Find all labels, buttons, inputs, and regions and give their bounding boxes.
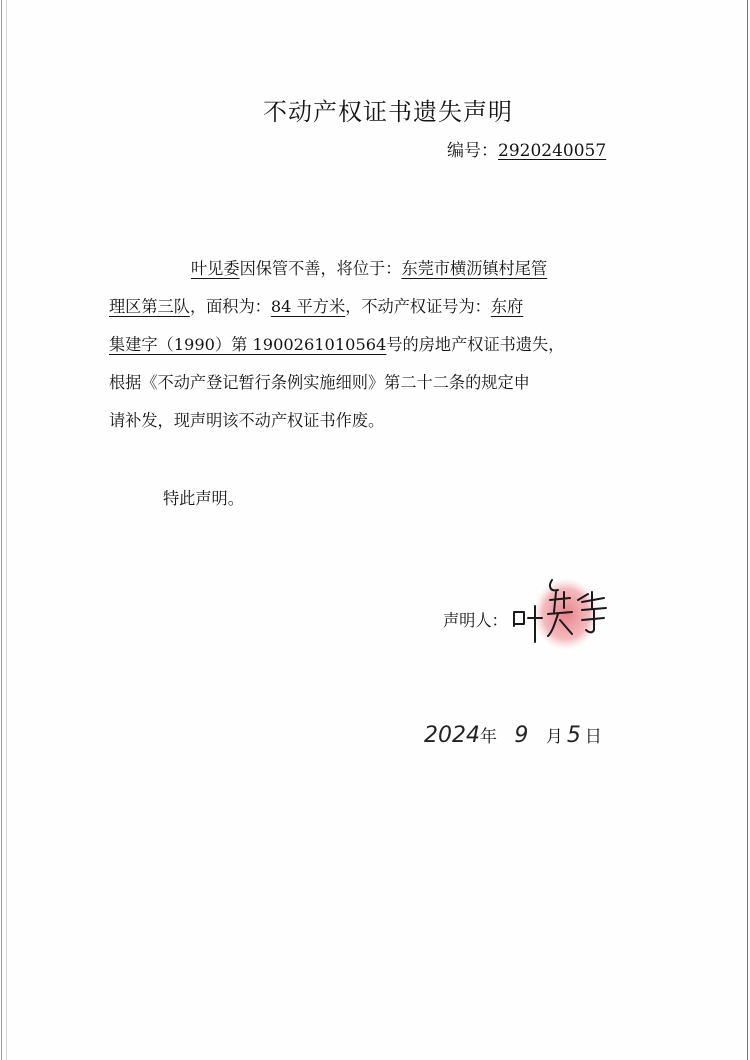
serial-number	[447, 136, 606, 161]
date-year: 2024	[424, 723, 480, 748]
cert-number-cont: 集建字（1990）第 1900261010564	[109, 335, 387, 354]
declarant-label: 声明人：	[443, 611, 508, 630]
statement-body	[109, 250, 654, 440]
date-month: 9	[514, 723, 529, 748]
area-label: ，面积为：	[189, 297, 271, 316]
month-unit: 月	[545, 727, 563, 747]
year-unit: 年	[480, 727, 497, 747]
scan-edge-right	[747, 0, 748, 1060]
body-line-2	[109, 288, 654, 326]
body-line-5: 请补发，现声明该不动产权证书作废。	[109, 411, 385, 430]
body-text: 号的房地产权证书遗失，	[386, 335, 565, 354]
body-text: 因保管不善，将位于：	[239, 259, 402, 278]
scan-edge-left-inner	[6, 0, 7, 1060]
body-line-1	[109, 250, 654, 288]
serial-value: 2920240057	[498, 141, 607, 161]
cert-label: ，不动产权证号为：	[345, 297, 491, 316]
document-title: 不动产权证书遗失声明	[263, 98, 513, 126]
body-line-4: 根据《不动产登记暂行条例实施细则》第二十二条的规定申	[109, 373, 530, 392]
owner-name: 叶见委	[191, 259, 240, 278]
closing-statement: 特此声明。	[163, 489, 244, 508]
day-unit: 日	[584, 727, 602, 747]
property-location: 东莞市横沥镇村尾管	[401, 259, 548, 278]
serial-label: 编号：	[447, 141, 498, 161]
cert-number: 东府	[490, 297, 524, 316]
fingerprint	[533, 578, 599, 650]
property-location-cont: 理区第三队	[109, 297, 190, 316]
date-day: 5	[566, 723, 581, 748]
scan-edge-left	[1, 0, 2, 1060]
signing-date	[424, 722, 602, 748]
body-line-3	[109, 326, 654, 364]
handwritten-signature-with-fingerprint	[508, 574, 618, 654]
area-value: 84 平方米	[270, 297, 346, 316]
